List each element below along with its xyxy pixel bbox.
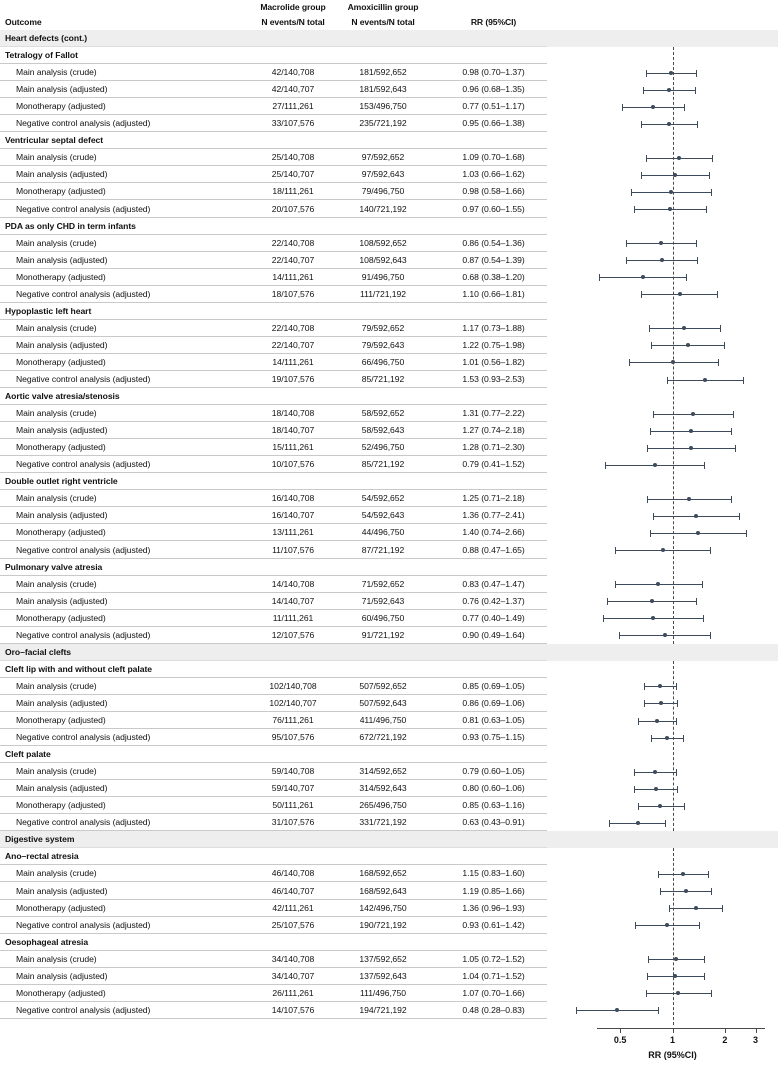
rr-value: 0.95 (0.66–1.38) — [462, 118, 525, 129]
x-axis-tick-label: 1 — [669, 1034, 675, 1045]
x-axis-tick — [725, 1029, 726, 1033]
rr-value: 1.05 (0.72–1.52) — [462, 953, 525, 964]
row-separator — [0, 1018, 547, 1019]
amoxicillin-value: 71/592,652 — [361, 578, 405, 589]
rr-value: 1.40 (0.74–2.66) — [462, 527, 525, 538]
amoxicillin-value: 331/721,192 — [359, 817, 407, 828]
rr-value: 0.97 (0.60–1.55) — [462, 203, 525, 214]
table-row — [0, 1002, 778, 1019]
macrolide-value: 16/140,708 — [271, 493, 315, 504]
rr-value: 0.77 (0.51–1.17) — [462, 101, 525, 112]
row-label: Main analysis (crude) — [16, 152, 97, 163]
subsection-header-row — [0, 303, 778, 320]
amoxicillin-value: 71/592,643 — [361, 595, 405, 606]
rr-value: 1.28 (0.71–2.30) — [462, 442, 525, 453]
amoxicillin-value: 137/592,643 — [359, 970, 407, 981]
macrolide-value: 20/107,576 — [271, 203, 315, 214]
header-macrolide-n: N events/N total — [261, 17, 325, 27]
row-label: Negative control analysis (adjusted) — [16, 459, 151, 470]
amoxicillin-value: 194/721,192 — [359, 1004, 407, 1015]
table-row — [0, 235, 778, 252]
table-row — [0, 542, 778, 559]
subsection-header-row — [0, 218, 778, 235]
rr-value: 1.36 (0.77–2.41) — [462, 510, 525, 521]
rr-value: 0.63 (0.43–0.91) — [462, 817, 525, 828]
rr-value: 1.01 (0.56–1.82) — [462, 356, 525, 367]
macrolide-value: 14/140,707 — [271, 595, 315, 606]
macrolide-value: 102/140,708 — [269, 680, 317, 691]
header-rr: RR (95%CI) — [470, 17, 517, 27]
table-row — [0, 712, 778, 729]
macrolide-value: 34/140,707 — [271, 970, 315, 981]
macrolide-value: 25/140,708 — [271, 152, 315, 163]
amoxicillin-value: 79/496,750 — [361, 186, 405, 197]
rr-value: 0.87 (0.54–1.39) — [462, 254, 525, 265]
row-label: Negative control analysis (adjusted) — [16, 544, 151, 555]
amoxicillin-value: 97/592,643 — [361, 169, 405, 180]
row-label: Main analysis (adjusted) — [16, 885, 108, 896]
amoxicillin-value: 44/496,750 — [361, 527, 405, 538]
table-row — [0, 610, 778, 627]
rr-value: 0.93 (0.75–1.15) — [462, 732, 525, 743]
subsection-title: Aortic valve atresia/stenosis — [5, 391, 120, 402]
macrolide-value: 42/111,261 — [272, 902, 314, 913]
rr-value: 1.19 (0.85–1.66) — [462, 885, 525, 896]
table-row — [0, 593, 778, 610]
table-row — [0, 883, 778, 900]
table-row — [0, 797, 778, 814]
rr-value: 0.85 (0.69–1.05) — [462, 680, 525, 691]
macrolide-value: 22/140,707 — [271, 254, 315, 265]
subsection-title: Ano–rectal atresia — [5, 851, 79, 862]
rr-value: 1.10 (0.66–1.81) — [462, 288, 525, 299]
table-row — [0, 269, 778, 286]
amoxicillin-value: 58/592,643 — [361, 425, 405, 436]
macrolide-value: 22/140,708 — [271, 237, 315, 248]
subsection-title: Oesophageal atresia — [5, 936, 89, 947]
rr-value: 0.98 (0.70–1.37) — [462, 67, 525, 78]
table-row — [0, 985, 778, 1002]
table-row — [0, 64, 778, 81]
rr-value: 0.48 (0.28–0.83) — [462, 1004, 525, 1015]
table-row — [0, 951, 778, 968]
amoxicillin-value: 79/592,643 — [361, 339, 405, 350]
rr-value: 0.77 (0.40–1.49) — [462, 612, 525, 623]
subsection-title: Tetralogy of Fallot — [5, 50, 78, 61]
row-label: Main analysis (crude) — [16, 766, 97, 777]
amoxicillin-value: 54/592,652 — [361, 493, 405, 504]
subsection-header-row — [0, 661, 778, 678]
row-label: Main analysis (crude) — [16, 408, 97, 419]
row-label: Monotherapy (adjusted) — [16, 800, 106, 811]
row-label: Monotherapy (adjusted) — [16, 101, 106, 112]
row-label: Main analysis (adjusted) — [16, 339, 108, 350]
macrolide-value: 14/107,576 — [271, 1004, 315, 1015]
amoxicillin-value: 181/592,652 — [359, 67, 407, 78]
section-title: Heart defects (cont.) — [5, 33, 88, 43]
table-row — [0, 490, 778, 507]
macrolide-value: 15/111,261 — [272, 442, 314, 453]
row-label: Monotherapy (adjusted) — [16, 271, 106, 282]
row-label: Negative control analysis (adjusted) — [16, 288, 151, 299]
rr-value: 0.85 (0.63–1.16) — [462, 800, 525, 811]
table-row — [0, 917, 778, 934]
table-row — [0, 865, 778, 882]
macrolide-value: 33/107,576 — [271, 118, 315, 129]
subsection-header-row — [0, 132, 778, 149]
macrolide-value: 26/111,261 — [272, 987, 314, 998]
amoxicillin-value: 235/721,192 — [359, 118, 407, 129]
rr-value: 1.09 (0.70–1.68) — [462, 152, 525, 163]
amoxicillin-value: 168/592,643 — [359, 885, 407, 896]
amoxicillin-value: 108/592,643 — [359, 254, 407, 265]
subsection-header-row — [0, 559, 778, 576]
row-label: Main analysis (adjusted) — [16, 510, 108, 521]
row-label: Negative control analysis (adjusted) — [16, 1004, 151, 1015]
macrolide-value: 22/140,707 — [271, 339, 315, 350]
table-row — [0, 115, 778, 132]
row-label: Main analysis (adjusted) — [16, 169, 108, 180]
macrolide-value: 27/111,261 — [272, 101, 314, 112]
table-row — [0, 678, 778, 695]
row-label: Monotherapy (adjusted) — [16, 715, 106, 725]
table-row — [0, 252, 778, 269]
row-label: Negative control analysis (adjusted) — [16, 732, 151, 743]
rr-value: 1.03 (0.66–1.62) — [462, 169, 525, 180]
header-macrolide-group: Macrolide group — [260, 2, 326, 12]
amoxicillin-value: 108/592,652 — [359, 237, 407, 248]
row-label: Main analysis (adjusted) — [16, 970, 108, 981]
table-row — [0, 371, 778, 388]
row-label: Negative control analysis (adjusted) — [16, 629, 151, 640]
subsection-header-row — [0, 934, 778, 951]
amoxicillin-value: 87/721,192 — [361, 544, 405, 555]
table-row — [0, 149, 778, 166]
table-row — [0, 354, 778, 371]
row-label: Main analysis (adjusted) — [16, 84, 108, 95]
amoxicillin-value: 58/592,652 — [361, 408, 405, 419]
macrolide-value: 18/111,261 — [272, 186, 314, 197]
table-row — [0, 439, 778, 456]
subsection-title: Pulmonary valve atresia — [5, 561, 103, 572]
header-amoxicillin-group: Amoxicillin group — [347, 2, 419, 12]
row-label: Monotherapy (adjusted) — [16, 527, 106, 538]
amoxicillin-value: 111/721,192 — [360, 288, 406, 299]
macrolide-value: 13/111,261 — [272, 527, 314, 538]
table-row — [0, 695, 778, 712]
row-label: Main analysis (adjusted) — [16, 697, 108, 708]
row-label: Main analysis (adjusted) — [16, 254, 108, 265]
row-label: Monotherapy (adjusted) — [16, 356, 106, 367]
amoxicillin-value: 411/496,750 — [359, 715, 407, 725]
macrolide-value: 14/111,261 — [272, 356, 314, 367]
rr-value: 1.22 (0.75–1.98) — [462, 339, 525, 350]
rr-value: 0.81 (0.63–1.05) — [462, 715, 525, 725]
subsection-title: Double outlet right ventricle — [5, 476, 118, 487]
subsection-title: Hypoplastic left heart — [5, 305, 92, 316]
table-row — [0, 507, 778, 524]
table-row — [0, 814, 778, 831]
macrolide-value: 46/140,708 — [271, 868, 315, 879]
rr-value: 0.79 (0.60–1.05) — [462, 766, 525, 777]
subsection-title: Ventricular septal defect — [5, 135, 104, 146]
table-row — [0, 968, 778, 985]
table-row — [0, 576, 778, 593]
amoxicillin-value: 153/496,750 — [359, 101, 407, 112]
macrolide-value: 46/140,707 — [271, 885, 315, 896]
row-label: Main analysis (adjusted) — [16, 425, 108, 436]
rr-value: 0.68 (0.38–1.20) — [462, 271, 525, 282]
table-row — [0, 729, 778, 746]
macrolide-value: 12/107,576 — [271, 629, 315, 640]
x-axis-tick — [756, 1029, 757, 1033]
macrolide-value: 25/140,707 — [271, 169, 315, 180]
subsection-header-row — [0, 47, 778, 64]
row-label: Main analysis (crude) — [16, 237, 97, 248]
macrolide-value: 76/111,261 — [272, 715, 314, 725]
rr-value: 1.53 (0.93–2.53) — [462, 374, 525, 384]
rr-value: 1.04 (0.71–1.52) — [462, 970, 525, 981]
amoxicillin-value: 672/721,192 — [359, 732, 407, 743]
macrolide-value: 18/140,708 — [271, 408, 315, 419]
subsection-title: Cleft lip with and without cleft palate — [5, 663, 153, 674]
rr-value: 0.76 (0.42–1.37) — [462, 595, 525, 606]
macrolide-value: 50/111,261 — [272, 800, 314, 811]
subsection-header-row — [0, 473, 778, 490]
rr-value: 1.27 (0.74–2.18) — [462, 425, 525, 436]
table-row — [0, 900, 778, 917]
macrolide-value: 18/140,707 — [271, 425, 315, 436]
amoxicillin-value: 60/496,750 — [361, 612, 405, 623]
amoxicillin-value: 52/496,750 — [361, 442, 405, 453]
rr-value: 1.07 (0.70–1.66) — [462, 987, 525, 998]
row-label: Main analysis (adjusted) — [16, 595, 108, 606]
macrolide-value: 95/107,576 — [271, 732, 315, 743]
rr-value: 0.98 (0.58–1.66) — [462, 186, 525, 197]
macrolide-value: 25/107,576 — [271, 919, 315, 930]
macrolide-value: 59/140,708 — [271, 766, 315, 777]
amoxicillin-value: 142/496,750 — [359, 902, 407, 913]
rr-value: 0.79 (0.41–1.52) — [462, 459, 525, 470]
subsection-header-row — [0, 848, 778, 865]
row-label: Main analysis (crude) — [16, 680, 97, 691]
row-label: Monotherapy (adjusted) — [16, 442, 106, 453]
macrolide-value: 14/111,261 — [272, 271, 314, 282]
rr-value: 0.86 (0.69–1.06) — [462, 697, 525, 708]
row-label: Main analysis (adjusted) — [16, 783, 108, 794]
table-row — [0, 201, 778, 218]
amoxicillin-value: 140/721,192 — [359, 203, 407, 214]
table-row — [0, 337, 778, 354]
row-label: Monotherapy (adjusted) — [16, 186, 106, 197]
rr-value: 1.36 (0.96–1.93) — [462, 902, 525, 913]
row-label: Negative control analysis (adjusted) — [16, 203, 151, 214]
rr-value: 0.80 (0.60–1.06) — [462, 783, 525, 794]
table-row — [0, 98, 778, 115]
x-axis-tick — [620, 1029, 621, 1033]
table-row — [0, 320, 778, 337]
x-axis-tick-label: 0.5 — [613, 1034, 627, 1045]
rr-value: 1.17 (0.73–1.88) — [462, 322, 525, 333]
rr-value: 0.90 (0.49–1.64) — [462, 629, 525, 640]
rr-value: 0.86 (0.54–1.36) — [462, 237, 525, 248]
macrolide-value: 11/111,261 — [272, 612, 314, 623]
row-label: Monotherapy (adjusted) — [16, 987, 106, 998]
row-label: Negative control analysis (adjusted) — [16, 374, 151, 384]
subsection-header-row — [0, 746, 778, 763]
macrolide-value: 11/107,576 — [272, 544, 314, 555]
table-row — [0, 456, 778, 473]
amoxicillin-value: 507/592,652 — [359, 680, 407, 691]
section-title: Oro–facial clefts — [5, 646, 72, 657]
macrolide-value: 42/140,707 — [271, 84, 315, 95]
row-label: Negative control analysis (adjusted) — [16, 118, 151, 129]
table-row — [0, 286, 778, 303]
table-row — [0, 422, 778, 439]
macrolide-value: 19/107,576 — [271, 374, 315, 384]
subsection-header-row — [0, 388, 778, 405]
table-row — [0, 763, 778, 780]
macrolide-value: 10/107,576 — [271, 459, 315, 470]
amoxicillin-value: 168/592,652 — [359, 868, 407, 879]
amoxicillin-value: 85/721,192 — [361, 374, 405, 384]
macrolide-value: 102/140,707 — [269, 697, 317, 708]
amoxicillin-value: 79/592,652 — [361, 322, 405, 333]
row-label: Monotherapy (adjusted) — [16, 612, 106, 623]
table-header — [0, 0, 778, 30]
rr-value: 0.88 (0.47–1.65) — [462, 544, 525, 555]
row-label: Main analysis (crude) — [16, 953, 97, 964]
amoxicillin-value: 137/592,652 — [359, 953, 407, 964]
row-label: Negative control analysis (adjusted) — [16, 919, 151, 930]
amoxicillin-value: 314/592,652 — [359, 766, 407, 777]
section-band-row — [0, 831, 778, 848]
rr-value: 0.93 (0.61–1.42) — [462, 919, 525, 930]
rr-value: 0.83 (0.47–1.47) — [462, 578, 525, 589]
table-row — [0, 627, 778, 644]
subsection-title: Cleft palate — [5, 749, 51, 760]
table-row — [0, 780, 778, 797]
section-band-row — [0, 644, 778, 661]
table-row — [0, 166, 778, 183]
row-label: Main analysis (crude) — [16, 322, 97, 333]
table-row — [0, 405, 778, 422]
amoxicillin-value: 314/592,643 — [359, 783, 407, 794]
macrolide-value: 59/140,707 — [271, 783, 315, 794]
header-outcome: Outcome — [5, 17, 42, 27]
table-row — [0, 183, 778, 200]
amoxicillin-value: 181/592,643 — [359, 84, 407, 95]
macrolide-value: 42/140,708 — [271, 67, 315, 78]
x-axis-tick-label: 3 — [753, 1034, 759, 1045]
section-band-row — [0, 30, 778, 47]
table-row — [0, 524, 778, 541]
x-axis-tick-label: 2 — [722, 1034, 728, 1045]
macrolide-value: 16/140,707 — [271, 510, 315, 521]
row-label: Main analysis (crude) — [16, 67, 97, 78]
table-row — [0, 81, 778, 98]
row-label: Negative control analysis (adjusted) — [16, 817, 151, 828]
row-label: Main analysis (crude) — [16, 868, 97, 879]
row-label: Monotherapy (adjusted) — [16, 902, 106, 913]
amoxicillin-value: 111/496,750 — [360, 987, 406, 998]
macrolide-value: 31/107,576 — [271, 817, 315, 828]
amoxicillin-value: 66/496,750 — [361, 356, 405, 367]
rr-value: 1.25 (0.71–2.18) — [462, 493, 525, 504]
macrolide-value: 18/107,576 — [271, 288, 315, 299]
amoxicillin-value: 190/721,192 — [359, 919, 407, 930]
amoxicillin-value: 91/496,750 — [361, 271, 405, 282]
amoxicillin-value: 265/496,750 — [359, 800, 407, 811]
row-label: Main analysis (crude) — [16, 578, 97, 589]
x-axis-tick — [673, 1029, 674, 1033]
macrolide-value: 34/140,708 — [271, 953, 315, 964]
amoxicillin-value: 97/592,652 — [361, 152, 405, 163]
amoxicillin-value: 85/721,192 — [361, 459, 405, 470]
section-title: Digestive system — [5, 834, 75, 845]
amoxicillin-value: 54/592,643 — [361, 510, 405, 521]
macrolide-value: 14/140,708 — [271, 578, 315, 589]
rr-value: 1.31 (0.77–2.22) — [462, 408, 525, 419]
x-axis-title: RR (95%CI) — [648, 1049, 697, 1060]
subsection-title: PDA as only CHD in term infants — [5, 220, 136, 231]
header-amoxicillin-n: N events/N total — [351, 17, 415, 27]
amoxicillin-value: 507/592,643 — [359, 697, 407, 708]
rr-value: 1.15 (0.83–1.60) — [462, 868, 525, 879]
macrolide-value: 22/140,708 — [271, 322, 315, 333]
row-label: Main analysis (crude) — [16, 493, 97, 504]
amoxicillin-value: 91/721,192 — [361, 629, 405, 640]
rr-value: 0.96 (0.68–1.35) — [462, 84, 525, 95]
x-axis-line — [597, 1028, 765, 1029]
